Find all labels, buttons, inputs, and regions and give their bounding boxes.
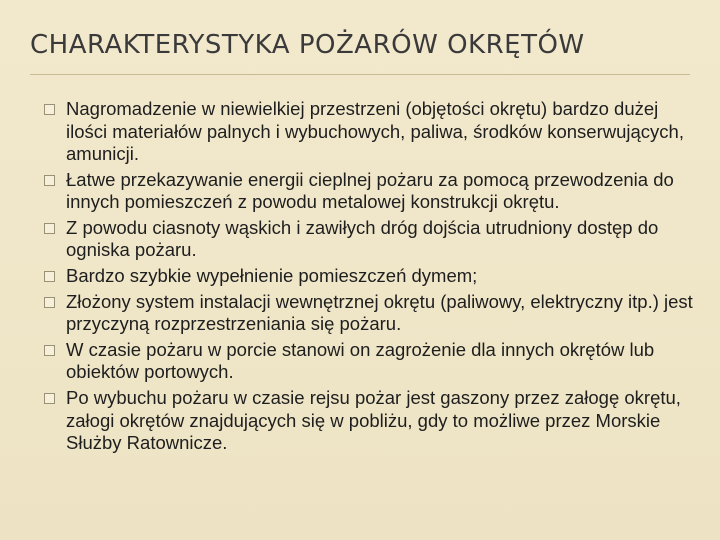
bullet-list [44, 98, 704, 458]
bullet-marker-icon [44, 271, 55, 282]
bullet-item [44, 387, 704, 455]
bullet-text: Złożony system instalacji wewnętrznej okrętu (paliwowy, elektryczny itp.) jest przyczyną rozprzestrzeniania się pożaru. [66, 290, 693, 335]
bullet-item [44, 339, 704, 384]
slide-title: CHARAKTERYSTYKA POŻARÓW OKRĘTÓW [30, 30, 585, 60]
bullet-marker-icon [44, 175, 55, 186]
bullet-text: Bardzo szybkie wypełnienie pomieszczeń dymem; [66, 265, 478, 287]
bullet-item [44, 291, 704, 336]
bullet-marker-icon [44, 345, 55, 356]
bullet-marker-icon [44, 393, 55, 404]
bullet-item [44, 217, 704, 262]
bullet-item [44, 169, 704, 214]
bullet-text: Z powodu ciasnoty wąskich i zawiłych dróg dojścia utrudniony dostęp do ogniska pożaru. [66, 216, 659, 261]
bullet-text: W czasie pożaru w porcie stanowi on zagrożenie dla innych okrętów lub obiektów portowych. [66, 338, 655, 383]
bullet-marker-icon [44, 223, 55, 234]
bullet-item [44, 98, 704, 166]
bullet-marker-icon [44, 297, 55, 308]
title-divider [30, 74, 690, 75]
bullet-text: Po wybuchu pożaru w czasie rejsu pożar jest gaszony przez załogę okrętu, załogi okrętów znajdujących się w pobliżu, gdy to możliwe przez Morskie Służby Ratownicze. [66, 387, 681, 454]
bullet-marker-icon [44, 104, 55, 115]
bullet-text: Łatwe przekazywanie energii cieplnej pożaru za pomocą przewodzenia do innych pomieszczeń z powodu metalowej konstrukcji okrętu. [66, 168, 674, 213]
bullet-item [44, 265, 704, 288]
bullet-text: Nagromadzenie w niewielkiej przestrzeni (objętości okrętu) bardzo dużej ilości materiałów palnych i wybuchowych, paliwa, środków konserwujących, amunicji. [66, 98, 684, 164]
